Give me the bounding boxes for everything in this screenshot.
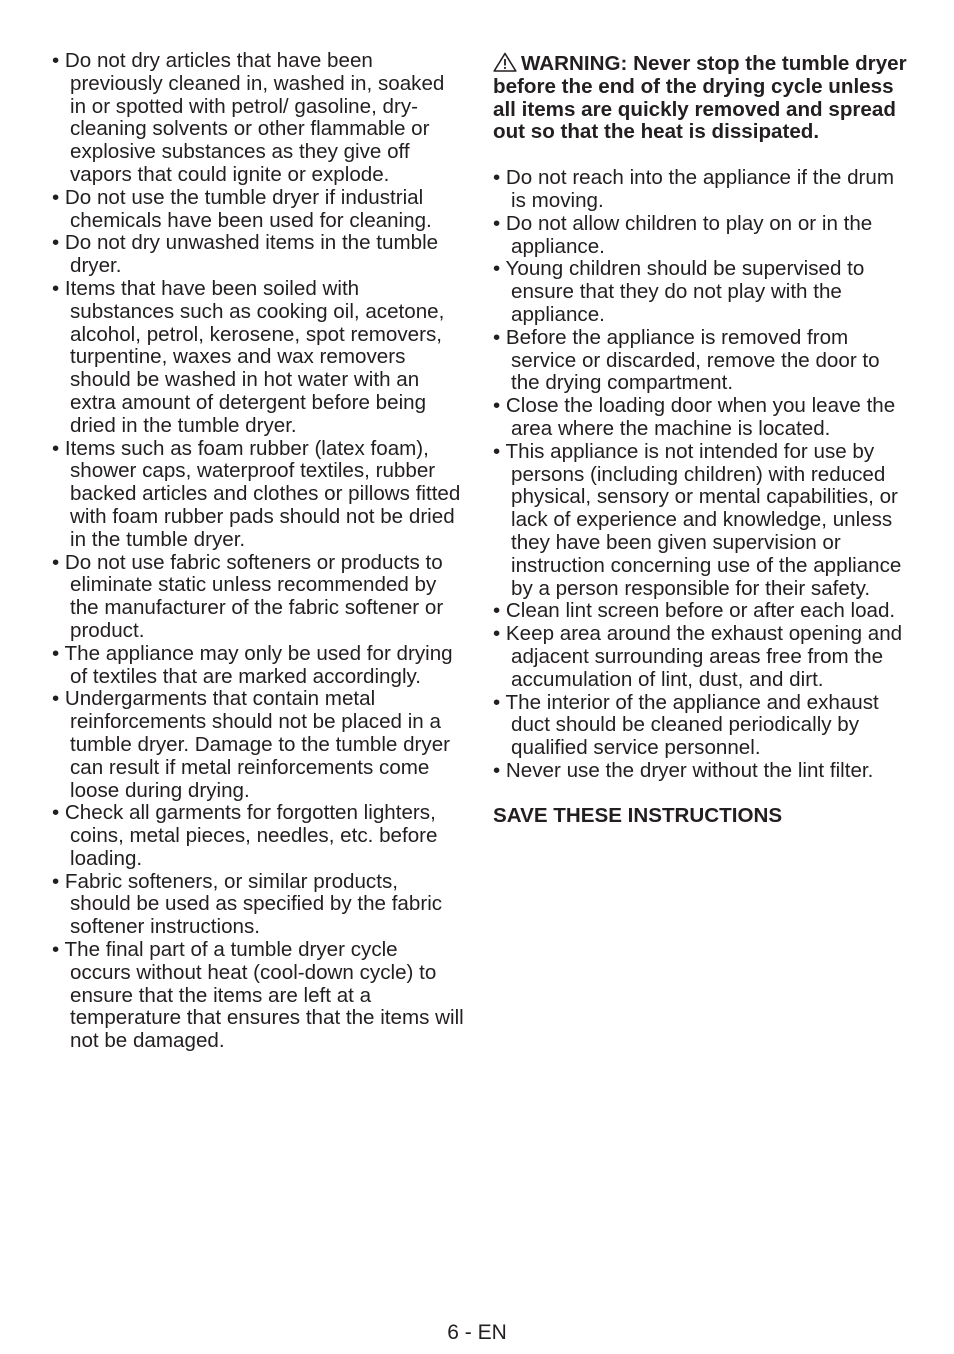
list-item: • Check all garments for forgotten lighters, coins, metal pieces, needles, etc. before loading. — [52, 801, 438, 870]
list-item: • Before the appliance is removed from service or discarded, remove the door to the drying compartment. — [493, 325, 880, 395]
list-item: • Never use the dryer without the lint filter. — [493, 758, 874, 782]
right-bullet-list — [493, 167, 913, 783]
list-item: • Undergarments that contain metal reinforcements should not be placed in a tumble dryer. Damage to the tumble dryer can result if metal reinforcements come loose during drying. — [52, 687, 451, 802]
warning-triangle-icon — [493, 52, 517, 72]
warning-block — [493, 52, 913, 144]
list-item: • Do not dry unwashed items in the tumble dryer. — [52, 231, 439, 278]
list-item: • This appliance is not intended for use by persons (including children) with reduced physical, sensory or mental capabilities, or lack of experience and knowledge, unless they have been given supervision or instruction concerning use of the appliance by a person responsible for their safety. — [493, 439, 902, 600]
list-item: • Keep area around the exhaust opening and adjacent surrounding areas free from the accumulation of lint, dust, and dirt. — [493, 622, 903, 691]
left-column — [52, 50, 464, 1053]
list-item: • Do not allow children to play on or in the appliance. — [493, 211, 873, 258]
list-item: • The final part of a tumble dryer cycle occurs without heat (cool-down cycle) to ensure that the items are left at a temperature that ensures that the items will not be damaged. — [52, 938, 464, 1053]
warning-text: WARNING: Never stop the tumble dryer before the end of the drying cycle unless all items are quickly removed and spread out so that the heat is dissipated. — [493, 52, 907, 144]
list-item: • Close the loading door when you leave the area where the machine is located. — [493, 394, 896, 440]
list-item: • Items that have been soiled with substances such as cooking oil, acetone, alcohol, petrol, kerosene, spot removers, turpentine, waxes and wax removers should be washed in hot water with an extra amount of detergent before being dried in the tumble dryer. — [52, 276, 445, 437]
list-item: • Do not dry articles that have been previously cleaned in, washed in, soaked in or spotted with petrol/ gasoline, dry-cleaning solvents or other flammable or explosive substances as they give off vapors that could ignite or explode. — [52, 49, 445, 186]
list-item: • Fabric softeners, or similar products, should be used as specified by the fabric softener instructions. — [52, 869, 443, 939]
list-item: • The appliance may only be used for drying of textiles that are marked accordingly. — [52, 641, 453, 688]
list-item: • The interior of the appliance and exhaust duct should be cleaned periodically by qualified service personnel. — [493, 690, 879, 760]
list-item: • Items such as foam rubber (latex foam), shower caps, waterproof textiles, rubber backed articles and clothes or pillows fitted with foam rubber pads should not be dried in the tumble dryer. — [52, 436, 461, 551]
save-instructions-heading: SAVE THESE INSTRUCTIONS — [493, 803, 783, 827]
list-item: • Do not reach into the appliance if the drum is moving. — [493, 166, 895, 212]
page-number: 6 - EN — [447, 1321, 507, 1344]
left-bullet-list — [52, 50, 464, 1053]
list-item: • Do not use fabric softeners or products to eliminate static unless recommended by the manufacturer of the fabric softener or product. — [52, 550, 444, 642]
list-item: • Young children should be supervised to ensure that they do not play with the appliance. — [493, 257, 865, 326]
list-item: • Do not use the tumble dryer if industrial chemicals have been used for cleaning. — [52, 185, 432, 232]
right-column — [493, 50, 913, 828]
list-item: • Clean lint screen before or after each load. — [493, 599, 896, 623]
